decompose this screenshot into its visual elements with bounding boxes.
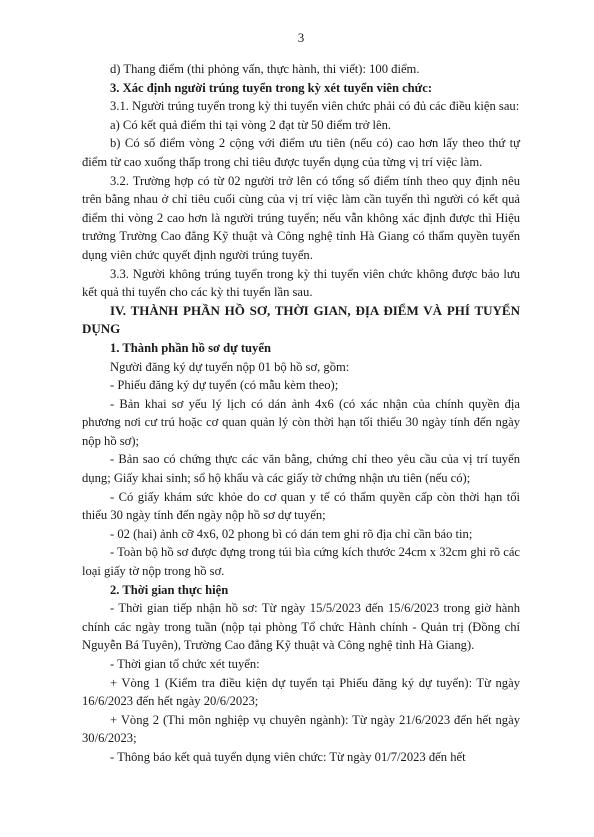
paragraph-3-2: 3.2. Trường hợp có từ 02 người trở lên có tổng số điểm tính theo quy định nêu trên bằng nhau ở chỉ tiêu cuối cùng của vị trí việc làm cần tuyển thì người có kết quả điểm thi vòng 2 cao hơn là người trúng tuyển; nếu vẫn không xác định được thì Hiệu trưởng Trường Cao đẳng Kỹ thuật và Công nghệ tỉnh Hà Giang có thẩm quyền tuyển dụng viên chức quyết định người trúng tuyển. [82,173,520,262]
heading-application-documents: 1. Thành phần hồ sơ dự tuyển [110,340,271,355]
paragraph-round-1: + Vòng 1 (Kiểm tra điều kiện dự tuyển tại Phiếu đăng ký dự tuyển): Từ ngày 16/6/2023 đến hết ngày 20/6/2023; [82,675,520,709]
list-item-certificates: - Bản sao có chứng thực các văn bằng, chứng chỉ theo yêu cầu của vị trí tuyển dụng; Giấy khai sinh; sổ hộ khẩu và các giấy tờ chứng nhận ưu tiên (nếu có); [82,452,520,486]
list-item-registration-form: - Phiếu đăng ký dự tuyển (có mẫu kèm theo); [110,378,339,393]
paragraph-scoring-scale: d) Thang điểm (thi phỏng vấn, thực hành, thi viết): 100 điểm. [110,62,420,76]
list-item-health-certificate: - Có giấy khám sức khỏe do cơ quan y tế có thẩm quyền cấp còn thời hạn tối thiểu 30 ngày tính đến ngày nộp hồ sơ dự tuyển; [82,489,520,523]
paragraph-results-announcement: - Thông báo kết quả tuyển dụng viên chức: Từ ngày 01/7/2023 đến hết [110,749,466,764]
paragraph-submit-intro: Người đăng ký dự tuyển nộp 01 bộ hồ sơ, gồm: [110,359,350,374]
list-item-photos-envelopes: - 02 (hai) ảnh cỡ 4x6, 02 phong bì có dán tem ghi rõ địa chỉ cần báo tin; [110,526,473,541]
list-item-resume: - Bản khai sơ yếu lý lịch có dán ảnh 4x6 (có xác nhận của chính quyền địa phương nơi cư trú hoặc cơ quan quản lý còn thời hạn tối thiểu 30 ngày tính đến ngày nộp hồ sơ); [82,396,520,448]
paragraph-3-1: 3.1. Người trúng tuyển trong kỳ thi tuyển viên chức phải có đủ các điều kiện sau: [110,99,520,114]
list-item-folder: - Toàn bộ hồ sơ được đựng trong túi bìa cứng kích thước 24cm x 32cm ghi rõ các loại giấy tờ nộp trong hồ sơ. [82,545,520,579]
paragraph-selection-time: - Thời gian tổ chức xét tuyển: [110,657,260,671]
paragraph-3-3: 3.3. Người không trúng tuyển trong kỳ thi tuyển viên chức không được bảo lưu kết quả thi tuyển cho các kỳ thi tuyển lần sau. [82,266,520,300]
section-heading-iv: IV. THÀNH PHẦN HỒ SƠ, THỜI GIAN, ĐỊA ĐIỂM VÀ PHÍ TUYỂN DỤNG [82,302,520,337]
paragraph-3-1-b: b) Có số điểm vòng 2 cộng với điểm ưu tiên (nếu có) cao hơn lấy theo thứ tự điểm từ cao xuống thấp trong chỉ tiêu được tuyển dụng của từng vị trí việc làm. [82,136,520,169]
paragraph-submission-period: - Thời gian tiếp nhận hồ sơ: Từ ngày 15/5/2023 đến 15/6/2023 trong giờ hành chính các ngày trong tuần (nộp tại phòng Tổ chức Hành chính - Quản trị (Đồng chí Nguyễn Bá Tuyên), Trường Cao đẳng Kỹ thuật và Công nghệ tỉnh Hà Giang). [82,601,520,653]
page-number: 3 [297,30,305,45]
paragraph-round-2: + Vòng 2 (Thi môn nghiệp vụ chuyên ngành): Từ ngày 21/6/2023 đến hết ngày 30/6/2023; [82,712,520,746]
document-body [82,60,520,767]
heading-timeline: 2. Thời gian thực hiện [110,582,229,597]
heading-selection-criteria: 3. Xác định người trúng tuyển trong kỳ xét tuyển viên chức: [110,80,433,95]
paragraph-3-1-a: a) Có kết quả điểm thi tại vòng 2 đạt từ 50 điểm trở lên. [110,117,392,132]
